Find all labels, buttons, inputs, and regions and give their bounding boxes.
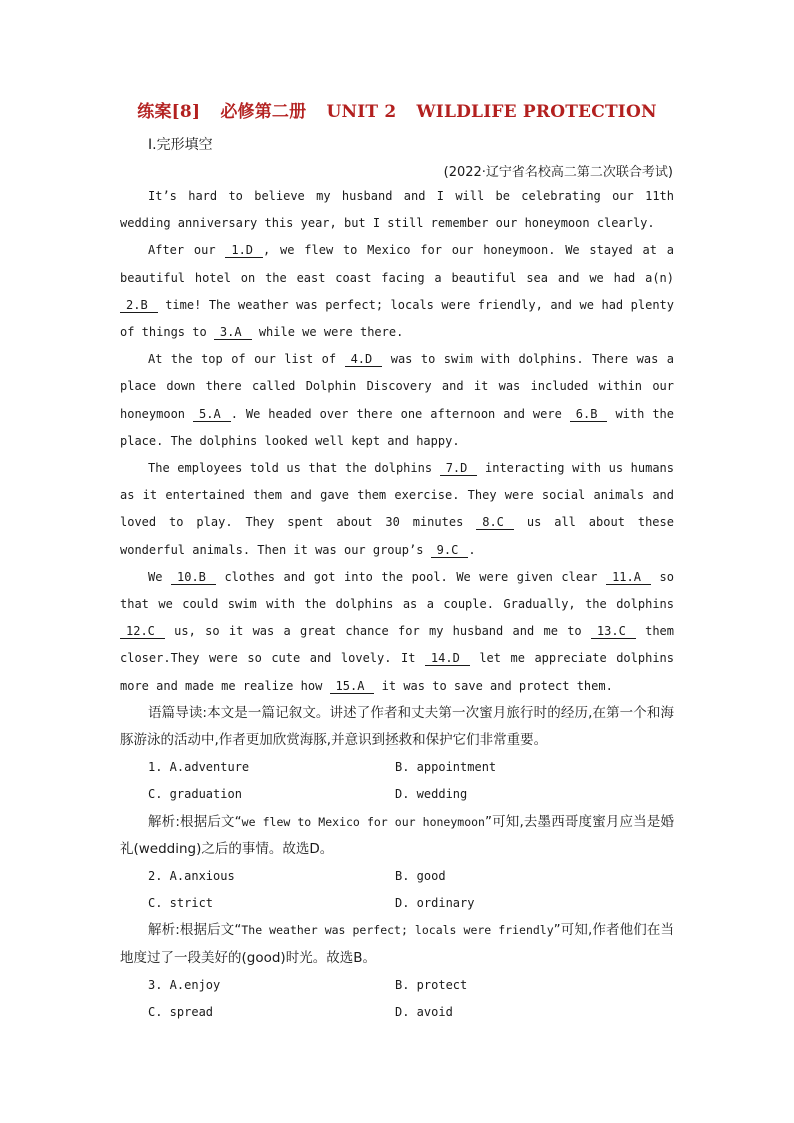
answer-blank-1: 1.D xyxy=(225,243,263,258)
option-d: D. avoid xyxy=(395,1005,453,1020)
option-c: C. strict xyxy=(148,896,214,911)
options-row xyxy=(120,972,674,999)
answer-blank-13: 13.C xyxy=(591,624,636,639)
question-1 xyxy=(120,754,674,863)
option-a: 2. A.anxious xyxy=(148,869,235,884)
options-row xyxy=(120,863,674,890)
section-heading: Ⅰ.完形填空 xyxy=(148,137,213,153)
option-a: 3. A.enjoy xyxy=(148,977,221,992)
page-title xyxy=(0,97,794,122)
answer-blank-11: 11.A xyxy=(606,570,651,585)
source-note: (2022·辽宁省名校高二第二次联合考试) xyxy=(443,165,673,180)
options-row xyxy=(120,999,674,1026)
answer-blank-8: 8.C xyxy=(476,515,514,530)
option-c: C. graduation xyxy=(148,787,242,802)
option-b: B. protect xyxy=(395,977,468,992)
option-b: B. appointment xyxy=(395,760,497,775)
title-unit: UNIT 2 xyxy=(326,102,397,122)
question-2 xyxy=(120,863,674,972)
title-textbook: 必修第二册 xyxy=(220,102,307,122)
document-body xyxy=(120,183,674,1026)
answer-blank-3: 3.A xyxy=(214,325,252,340)
passage-paragraph-4: The employees told us that the dolphins 7.D interacting with us humans as it entertained them and gave them exercise. They were social animals and loved to play. They spent about 30 minutes 8.C us all about these wonderful animals. Then it was our group’s 9.C . xyxy=(120,461,675,557)
analysis-2: 解析:根据后文“The weather was perfect; locals were friendly”可知,作者他们在当地度过了一段美好的(good)时光。故选B。 xyxy=(120,922,675,966)
reading-guide: 语篇导读:本文是一篇记叙文。讲述了作者和丈夫第一次蜜月旅行时的经历,在第一个和海豚游泳的活动中,作者更加欣赏海豚,并意识到拯救和保护它们非常重要。 xyxy=(120,704,674,749)
question-3 xyxy=(120,972,674,1026)
passage-paragraph-2: After our 1.D , we flew to Mexico for our honeymoon. We stayed at a beautiful hotel on the east coast facing a beautiful sea and we had a(n) 2.B time! The weather was perfect; locals were friendly, and we had plenty of things to 3.A while we were there. xyxy=(120,243,675,340)
option-b: B. good xyxy=(395,869,446,884)
option-d: D. ordinary xyxy=(395,896,475,911)
answer-blank-10: 10.B xyxy=(171,570,216,585)
answer-blank-6: 6.B xyxy=(570,407,608,422)
title-topic: WILDLIFE PROTECTION xyxy=(416,102,657,122)
answer-blank-9: 9.C xyxy=(431,543,469,558)
options-row xyxy=(120,890,674,917)
answer-blank-4: 4.D xyxy=(345,352,383,367)
option-d: D. wedding xyxy=(395,787,468,802)
passage-paragraph-3: At the top of our list of 4.D was to swim with dolphins. There was a place down there called Dolphin Discovery and it was included within our honeymoon 5.A . We headed over there one afternoon and were 6.B with the place. The dolphins looked well kept and happy. xyxy=(120,352,675,448)
answer-blank-7: 7.D xyxy=(440,461,478,476)
option-c: C. spread xyxy=(148,1005,214,1020)
options-row xyxy=(120,754,674,781)
answer-blank-2: 2.B xyxy=(120,298,158,313)
title-exercise-number: 练案[8] xyxy=(137,102,201,122)
analysis-1: 解析:根据后文“we flew to Mexico for our honeymoon”可知,去墨西哥度蜜月应当是婚礼(wedding)之后的事情。故选D。 xyxy=(120,813,674,857)
option-a: 1. A.adventure xyxy=(148,760,250,775)
passage-paragraph-1: It’s hard to believe my husband and I will be celebrating our 11th wedding anniversary this year, but I still remember our honeymoon clearly. xyxy=(120,189,674,231)
answer-blank-5: 5.A xyxy=(193,407,231,422)
answer-blank-12: 12.C xyxy=(120,624,165,639)
answer-blank-15: 15.A xyxy=(330,679,375,694)
answer-blank-14: 14.D xyxy=(425,651,470,666)
options-row xyxy=(120,781,674,808)
passage-paragraph-5: We 10.B clothes and got into the pool. We were given clear 11.A so that we could swim with the dolphins as a couple. Gradually, the dolphins 12.C us, so it was a great chance for my husband and me to 13.C them closer.They were so cute and lovely. It 14.D let me appreciate dolphins more and made me realize how 15.A it was to save and protect them. xyxy=(120,569,674,693)
